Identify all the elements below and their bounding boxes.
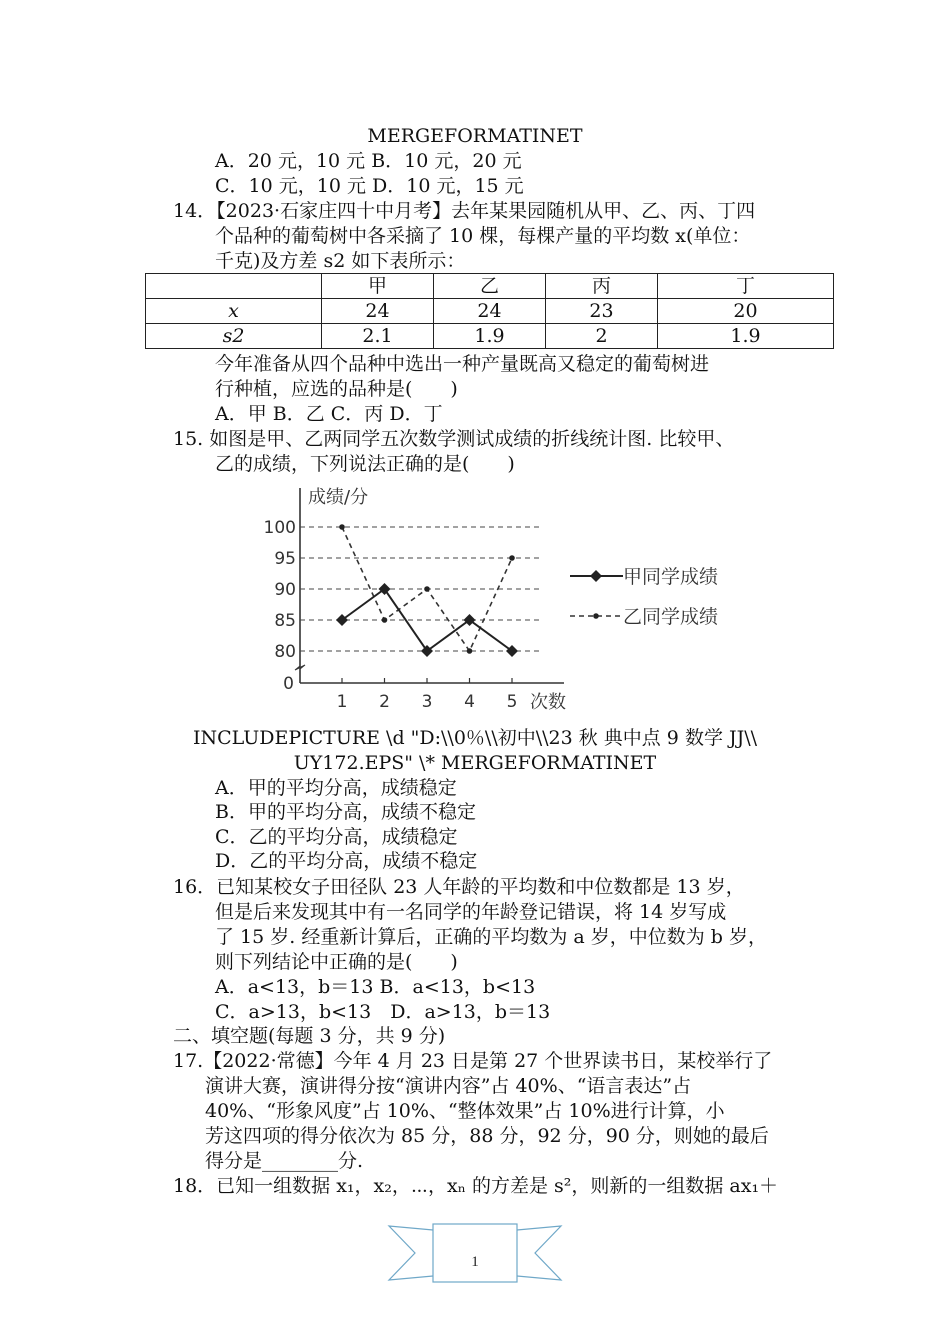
y-tick-label: 85 <box>274 611 296 631</box>
q14-stem-5: 行种植，应选的品种是( ) <box>215 378 458 400</box>
q14-stem-4: 今年准备从四个品种中选出一种产量既高又稳定的葡萄树进 <box>215 353 710 375</box>
section-2-heading: 二、填空题(每题 3 分，共 9 分) <box>173 1025 446 1047</box>
legend-yi-label: 乙同学成绩 <box>623 606 719 628</box>
series-yi-point <box>509 555 515 561</box>
table-header-cell: 丁 <box>658 274 834 299</box>
q17-stem-5: 得分是________分. <box>205 1150 364 1172</box>
y-tick-label: 95 <box>274 549 296 569</box>
table-header-row <box>146 274 834 299</box>
q18-stem-1: 18．已知一组数据 x₁，x₂，⋯，xₙ 的方差是 s²，则新的一组数据 ax₁＋ <box>173 1175 779 1197</box>
table-cell: 1.9 <box>658 324 834 349</box>
score-line-chart <box>263 480 748 715</box>
q15-option-c: C．乙的平均分高，成绩稳定 <box>215 826 458 848</box>
left-ribbon-icon <box>389 1226 433 1280</box>
q16-option-cd: C．a>13，b<13 D．a>13，b＝13 <box>215 1001 551 1023</box>
table-cell: 23 <box>546 299 658 324</box>
x-tick-label: 3 <box>421 692 433 712</box>
series-yi-point <box>382 617 388 623</box>
q16-stem-2: 但是后来发现其中有一名同学的年龄登记错误，将 14 岁写成 <box>215 901 727 923</box>
include-picture-code-1: INCLUDEPICTURE \d "D:\\0％\\初中\\23 秋 典中点 9 数学 JJ\\ <box>192 727 758 749</box>
include-picture-code-2: UY172.EPS" \* MERGEFORMATINET <box>293 752 657 774</box>
q14-stem-2: 个品种的葡萄树中各采摘了 10 棵，每棵产量的平均数 x(单位： <box>215 225 751 247</box>
q13-option-ab: A．20 元，10 元 B．10 元，20 元 <box>215 150 522 172</box>
q16-option-ab: A．a<13，b＝13 B．a<13，b<13 <box>215 976 536 998</box>
series-yi-point <box>339 524 345 530</box>
right-ribbon-icon <box>517 1226 561 1280</box>
table-header-cell <box>146 274 322 299</box>
table-header-cell: 乙 <box>434 274 546 299</box>
page-number-badge <box>385 1218 565 1288</box>
q14-stem-3: 千克)及方差 s2 如下表所示： <box>215 250 466 272</box>
y-tick-label: 90 <box>274 580 296 600</box>
y-axis-label: 成绩/分 <box>308 487 369 508</box>
field-code-line: MERGEFORMATINET <box>367 125 583 147</box>
q16-stem-1: 16．已知某校女子田径队 23 人年龄的平均数和中位数都是 13 岁， <box>173 876 745 898</box>
q17-stem-1: 17.【2022·常德】今年 4 月 23 日是第 27 个世界读书日，某校举行了 <box>173 1050 773 1072</box>
q15-option-d: D．乙的平均分高，成绩不稳定 <box>215 850 478 872</box>
page-number-box <box>433 1224 517 1282</box>
q15-stem-1: 15. 如图是甲、乙两同学五次数学测试成绩的折线统计图. 比较甲、 <box>173 428 735 450</box>
x-tick-label: 5 <box>506 692 518 712</box>
x-tick-label: 4 <box>464 692 475 712</box>
q17-stem-2: 演讲大赛，演讲得分按“演讲内容”占 40%、“语言表达”占 <box>205 1075 692 1097</box>
table-row <box>146 299 834 324</box>
page-number: 1 <box>471 1254 479 1270</box>
table-header-cell: 甲 <box>322 274 434 299</box>
variety-table <box>145 273 834 349</box>
q15-option-a: A．甲的平均分高，成绩稳定 <box>215 777 457 799</box>
legend-yi-marker <box>593 613 599 619</box>
q14-stem-1: 14．【2023·石家庄四十中月考】去年某果园随机从甲、乙、丙、丁四 <box>173 200 756 222</box>
series-yi-point <box>424 586 430 592</box>
table-cell: s2 <box>146 324 322 349</box>
legend-jia-label: 甲同学成绩 <box>623 566 719 588</box>
q13-option-cd: C．10 元，10 元 D．10 元，15 元 <box>215 175 524 197</box>
y-tick-label: 0 <box>283 674 294 694</box>
table-cell: 24 <box>434 299 546 324</box>
q17-stem-4: 芳这四项的得分依次为 85 分，88 分，92 分，90 分，则她的最后 <box>205 1125 769 1147</box>
table-cell: 24 <box>322 299 434 324</box>
table-cell: 1.9 <box>434 324 546 349</box>
y-tick-label: 100 <box>263 518 296 538</box>
table-header-cell: 丙 <box>546 274 658 299</box>
y-tick-label: 80 <box>274 642 296 662</box>
legend-jia-marker <box>590 570 602 582</box>
series-yi-point <box>467 648 473 654</box>
q15-option-b: B．甲的平均分高，成绩不稳定 <box>215 801 476 823</box>
table-row <box>146 324 834 349</box>
q16-stem-3: 了 15 岁. 经重新计算后，正确的平均数为 a 岁，中位数为 b 岁， <box>215 926 767 948</box>
q16-stem-4: 则下列结论中正确的是( ) <box>215 951 458 973</box>
table-cell: x <box>146 299 322 324</box>
table-cell: 2 <box>546 324 658 349</box>
x-axis-label: 次数 <box>530 692 566 713</box>
q15-stem-2: 乙的成绩，下列说法正确的是( ) <box>215 453 515 475</box>
q14-options: A．甲 B．乙 C．丙 D．丁 <box>215 403 443 425</box>
table-cell: 20 <box>658 299 834 324</box>
x-tick-label: 2 <box>379 692 390 712</box>
table-cell: 2.1 <box>322 324 434 349</box>
q17-stem-3: 40%、“形象风度”占 10%、“整体效果”占 10%进行计算，小 <box>205 1100 725 1122</box>
x-tick-label: 1 <box>336 692 348 712</box>
